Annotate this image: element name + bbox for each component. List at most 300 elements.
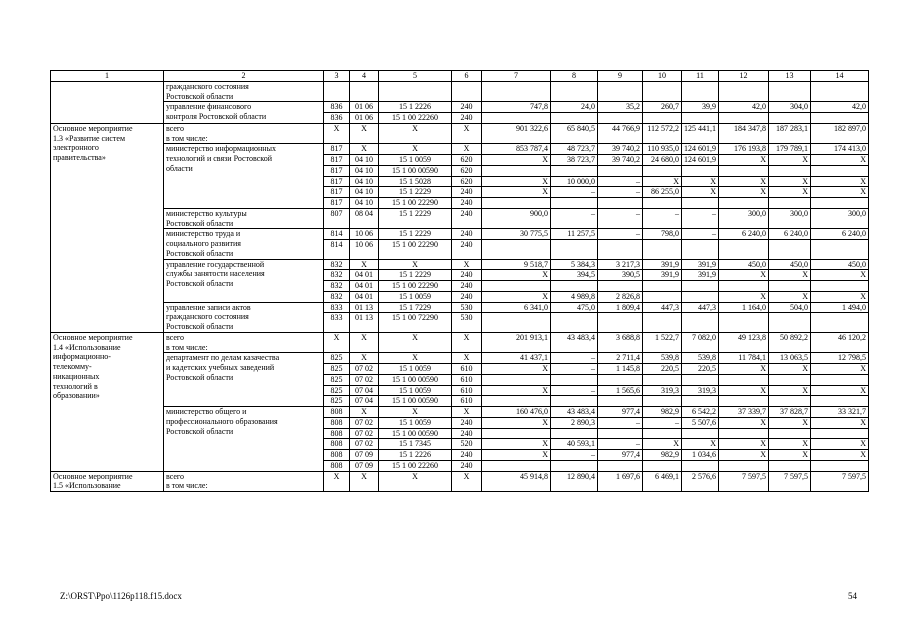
value-cell: 37 828,7 xyxy=(769,407,811,418)
value-cell xyxy=(719,165,769,176)
value-cell: 15 1 0059 xyxy=(379,364,452,375)
value-cell: 10 000,0 xyxy=(551,176,598,187)
value-cell: 15 1 2229 xyxy=(379,208,452,229)
value-cell: X xyxy=(769,364,811,375)
cell-text-line: образовании» xyxy=(53,391,100,401)
value-cell xyxy=(682,396,719,407)
value-cell: – xyxy=(598,229,643,240)
value-cell xyxy=(682,374,719,385)
value-cell: X xyxy=(350,144,379,155)
cell-text-line: службы занятости населения xyxy=(166,269,265,279)
value-cell: – xyxy=(682,208,719,229)
cell-text-line: в том числе: xyxy=(166,133,208,143)
footer-file-path: Z:\ORST\Ppo\1126p118.f15.docx xyxy=(60,591,182,601)
value-cell: X xyxy=(811,417,869,428)
value-cell xyxy=(551,428,598,439)
value-cell: 300,0 xyxy=(719,208,769,229)
value-cell xyxy=(379,81,452,102)
value-cell: 1 034,6 xyxy=(682,450,719,461)
value-cell xyxy=(769,165,811,176)
value-cell: X xyxy=(324,332,350,353)
value-cell: 15 1 2226 xyxy=(379,102,452,113)
column-number: 10 xyxy=(643,71,682,82)
cell-text-line: Ростовской области xyxy=(166,279,234,288)
value-cell xyxy=(769,374,811,385)
value-cell: 01 13 xyxy=(350,302,379,313)
value-cell xyxy=(682,113,719,124)
cell-text-line: Ростовской области xyxy=(166,426,234,436)
value-cell: 5 384,3 xyxy=(551,259,598,270)
value-cell xyxy=(551,240,598,260)
value-cell: X xyxy=(482,176,551,187)
value-cell xyxy=(551,81,598,102)
value-cell: X xyxy=(482,270,551,281)
cell-text-line: министерство информационных xyxy=(166,144,276,154)
value-cell: 832 xyxy=(324,270,350,281)
value-cell xyxy=(482,396,551,407)
value-cell: 240 xyxy=(452,281,482,292)
value-cell: X xyxy=(811,291,869,302)
header-row xyxy=(51,71,869,82)
value-cell: 1 145,8 xyxy=(598,364,643,375)
page-number: 54 xyxy=(848,591,857,601)
value-cell: X xyxy=(482,417,551,428)
value-cell: – xyxy=(598,187,643,198)
value-cell: X xyxy=(452,259,482,270)
value-cell: 38 723,7 xyxy=(551,155,598,166)
column-number: 12 xyxy=(719,71,769,82)
value-cell: 42,0 xyxy=(811,102,869,113)
value-cell xyxy=(598,396,643,407)
value-cell: 817 xyxy=(324,176,350,187)
value-cell: 808 xyxy=(324,428,350,439)
value-cell: 6 240,0 xyxy=(769,229,811,240)
value-cell: 11 784,1 xyxy=(719,353,769,364)
table-row xyxy=(51,407,869,418)
cell-text-line: всего xyxy=(166,123,185,133)
value-cell: 6 341,0 xyxy=(482,302,551,313)
value-cell: X xyxy=(719,291,769,302)
event-name-cell xyxy=(51,123,164,332)
value-cell: 814 xyxy=(324,229,350,240)
value-cell: 15 1 5028 xyxy=(379,176,452,187)
value-cell: 1 164,0 xyxy=(719,302,769,313)
value-cell: 15 1 0059 xyxy=(379,291,452,302)
value-cell xyxy=(643,198,682,209)
value-cell xyxy=(769,113,811,124)
cell-text-line: технологий и связи Ростовской xyxy=(166,154,273,163)
value-cell: 450,0 xyxy=(811,259,869,270)
value-cell: X xyxy=(682,187,719,198)
value-cell: 01 06 xyxy=(350,102,379,113)
value-cell xyxy=(769,313,811,333)
column-number: 4 xyxy=(350,71,379,82)
cell-text-line: в том числе: xyxy=(166,481,208,491)
value-cell xyxy=(643,240,682,260)
value-cell: 42,0 xyxy=(719,102,769,113)
value-cell: X xyxy=(719,385,769,396)
value-cell: X xyxy=(719,439,769,450)
value-cell: 30 775,5 xyxy=(482,229,551,240)
value-cell: 50 892,2 xyxy=(769,332,811,353)
table-row xyxy=(51,302,869,313)
value-cell: 7 597,5 xyxy=(811,471,869,492)
value-cell xyxy=(643,281,682,292)
value-cell xyxy=(598,313,643,333)
value-cell: 1 697,6 xyxy=(598,471,643,492)
value-cell: X xyxy=(769,385,811,396)
value-cell: 04 10 xyxy=(350,165,379,176)
value-cell: X xyxy=(350,123,379,144)
value-cell xyxy=(811,460,869,471)
value-cell xyxy=(811,396,869,407)
value-cell: 6 240,0 xyxy=(811,229,869,240)
value-cell: 2 826,8 xyxy=(598,291,643,302)
value-cell: 7 082,0 xyxy=(682,332,719,353)
value-cell: 982,9 xyxy=(643,407,682,418)
value-cell: 7 597,5 xyxy=(719,471,769,492)
cell-text-line: 1.4 «Использование xyxy=(53,342,121,352)
value-cell xyxy=(482,313,551,333)
executor-cell xyxy=(164,332,324,353)
value-cell xyxy=(551,396,598,407)
value-cell: 07 09 xyxy=(350,450,379,461)
value-cell: – xyxy=(598,208,643,229)
value-cell: X xyxy=(324,123,350,144)
value-cell: 2 576,6 xyxy=(682,471,719,492)
value-cell: – xyxy=(598,417,643,428)
value-cell: X xyxy=(350,471,379,492)
value-cell xyxy=(719,460,769,471)
value-cell: – xyxy=(682,229,719,240)
column-number: 14 xyxy=(811,71,869,82)
value-cell: X xyxy=(482,450,551,461)
column-number: 6 xyxy=(452,71,482,82)
value-cell: X xyxy=(452,332,482,353)
budget-table xyxy=(50,70,869,492)
value-cell: 39 740,2 xyxy=(598,155,643,166)
value-cell xyxy=(682,428,719,439)
value-cell: 86 255,0 xyxy=(643,187,682,198)
value-cell: 808 xyxy=(324,450,350,461)
value-cell: X xyxy=(350,259,379,270)
table-row xyxy=(51,144,869,155)
value-cell xyxy=(643,81,682,102)
value-cell xyxy=(719,198,769,209)
value-cell: 319,3 xyxy=(682,385,719,396)
value-cell: X xyxy=(379,332,452,353)
value-cell: 319,3 xyxy=(643,385,682,396)
value-cell xyxy=(482,240,551,260)
value-cell: 240 xyxy=(452,113,482,124)
value-cell: 13 063,5 xyxy=(769,353,811,364)
value-cell: 450,0 xyxy=(769,259,811,270)
value-cell xyxy=(719,113,769,124)
value-cell xyxy=(598,460,643,471)
value-cell xyxy=(682,460,719,471)
value-cell: 825 xyxy=(324,396,350,407)
value-cell: 04 10 xyxy=(350,176,379,187)
value-cell: 520 xyxy=(452,439,482,450)
value-cell: 15 1 00 22290 xyxy=(379,198,452,209)
value-cell: – xyxy=(551,385,598,396)
value-cell: 240 xyxy=(452,187,482,198)
value-cell: 836 xyxy=(324,113,350,124)
cell-text-line: 1.3 «Развитие систем xyxy=(53,133,126,143)
value-cell: 37 339,7 xyxy=(719,407,769,418)
cell-text-line: электронного xyxy=(53,143,99,153)
executor-cell xyxy=(164,229,324,259)
value-cell: – xyxy=(551,187,598,198)
value-cell: 15 1 7345 xyxy=(379,439,452,450)
cell-text-line: телекомму- xyxy=(53,362,92,371)
value-cell: X xyxy=(452,144,482,155)
cell-text-line: управление финансового xyxy=(166,102,252,112)
value-cell: 15 1 00 22260 xyxy=(379,460,452,471)
table-row xyxy=(51,102,869,113)
value-cell: 174 413,0 xyxy=(811,144,869,155)
value-cell: 240 xyxy=(452,229,482,240)
value-cell xyxy=(643,165,682,176)
value-cell: X xyxy=(719,187,769,198)
value-cell: 240 xyxy=(452,428,482,439)
value-cell: 15 1 0059 xyxy=(379,417,452,428)
column-number: 11 xyxy=(682,71,719,82)
value-cell: – xyxy=(598,439,643,450)
value-cell: X xyxy=(719,270,769,281)
value-cell: 977,4 xyxy=(598,450,643,461)
value-cell: 3 688,8 xyxy=(598,332,643,353)
value-cell xyxy=(598,428,643,439)
value-cell: 12 890,4 xyxy=(551,471,598,492)
value-cell: X xyxy=(379,259,452,270)
value-cell xyxy=(482,460,551,471)
value-cell: 539,8 xyxy=(643,353,682,364)
table-row xyxy=(51,332,869,353)
executor-cell xyxy=(164,407,324,472)
event-name-cell xyxy=(51,471,164,492)
value-cell: – xyxy=(551,353,598,364)
value-cell: 15 1 00 22290 xyxy=(379,240,452,260)
executor-cell xyxy=(164,144,324,209)
value-cell: 39,9 xyxy=(682,102,719,113)
value-cell: 182 897,0 xyxy=(811,123,869,144)
value-cell: 15 1 00 00590 xyxy=(379,165,452,176)
value-cell xyxy=(482,113,551,124)
value-cell: 240 xyxy=(452,208,482,229)
value-cell xyxy=(482,198,551,209)
value-cell: 260,7 xyxy=(643,102,682,113)
value-cell: 447,3 xyxy=(643,302,682,313)
value-cell: 240 xyxy=(452,102,482,113)
value-cell: X xyxy=(811,176,869,187)
value-cell xyxy=(551,198,598,209)
event-cell-empty xyxy=(51,81,164,123)
value-cell xyxy=(643,428,682,439)
value-cell: 7 597,5 xyxy=(769,471,811,492)
value-cell xyxy=(643,396,682,407)
value-cell: 124 601,9 xyxy=(682,144,719,155)
value-cell: 300,0 xyxy=(811,208,869,229)
value-cell: 9 518,7 xyxy=(482,259,551,270)
value-cell: 11 257,5 xyxy=(551,229,598,240)
value-cell xyxy=(719,396,769,407)
value-cell: 240 xyxy=(452,270,482,281)
value-cell: X xyxy=(350,332,379,353)
value-cell: X xyxy=(811,270,869,281)
executor-cell xyxy=(164,81,324,102)
value-cell: 817 xyxy=(324,144,350,155)
value-cell: 825 xyxy=(324,385,350,396)
value-cell: 391,9 xyxy=(682,259,719,270)
value-cell: X xyxy=(682,439,719,450)
value-cell: 833 xyxy=(324,302,350,313)
value-cell: 901 322,6 xyxy=(482,123,551,144)
value-cell: 504,0 xyxy=(769,302,811,313)
value-cell xyxy=(643,291,682,302)
value-cell: X xyxy=(769,187,811,198)
cell-text-line: министерство культуры xyxy=(166,208,247,218)
value-cell: X xyxy=(769,270,811,281)
value-cell xyxy=(482,165,551,176)
value-cell: 832 xyxy=(324,259,350,270)
value-cell xyxy=(769,198,811,209)
value-cell: 15 1 00 00590 xyxy=(379,428,452,439)
value-cell xyxy=(769,281,811,292)
value-cell: 15 1 00 22290 xyxy=(379,281,452,292)
value-cell: 160 476,0 xyxy=(482,407,551,418)
value-cell xyxy=(551,374,598,385)
value-cell: 220,5 xyxy=(643,364,682,375)
value-cell xyxy=(551,460,598,471)
value-cell: – xyxy=(551,364,598,375)
value-cell: 825 xyxy=(324,374,350,385)
cell-text-line: никационных xyxy=(53,371,100,381)
value-cell: 836 xyxy=(324,102,350,113)
cell-text-line: департамент по делам казачества xyxy=(166,353,280,363)
cell-text-line: гражданского состояния xyxy=(166,81,249,91)
value-cell: X xyxy=(769,439,811,450)
value-cell: 15 1 00 00590 xyxy=(379,396,452,407)
event-name-cell xyxy=(51,332,164,471)
column-number: 1 xyxy=(51,71,164,82)
value-cell: 1 809,4 xyxy=(598,302,643,313)
value-cell: 187 283,1 xyxy=(769,123,811,144)
executor-cell xyxy=(164,471,324,492)
value-cell xyxy=(682,281,719,292)
value-cell: 620 xyxy=(452,176,482,187)
value-cell xyxy=(598,165,643,176)
cell-text-line: профессионального образования xyxy=(166,416,278,426)
column-number: 3 xyxy=(324,71,350,82)
value-cell xyxy=(769,81,811,102)
value-cell: X xyxy=(682,176,719,187)
value-cell: 240 xyxy=(452,291,482,302)
cell-text-line: управление записи актов xyxy=(166,302,251,312)
value-cell: 07 04 xyxy=(350,396,379,407)
value-cell: 04 10 xyxy=(350,198,379,209)
value-cell: X xyxy=(379,407,452,418)
value-cell: X xyxy=(350,407,379,418)
value-cell xyxy=(811,313,869,333)
value-cell: 817 xyxy=(324,165,350,176)
value-cell: 832 xyxy=(324,291,350,302)
value-cell: 49 123,8 xyxy=(719,332,769,353)
value-cell: 07 02 xyxy=(350,374,379,385)
value-cell: 12 798,5 xyxy=(811,353,869,364)
value-cell: 610 xyxy=(452,385,482,396)
value-cell: 798,0 xyxy=(643,229,682,240)
column-number: 8 xyxy=(551,71,598,82)
value-cell: 24 680,0 xyxy=(643,155,682,166)
cell-text-line: Основное мероприятие xyxy=(53,471,133,481)
value-cell: 447,3 xyxy=(682,302,719,313)
value-cell xyxy=(598,113,643,124)
executor-cell xyxy=(164,353,324,407)
executor-cell xyxy=(164,123,324,144)
value-cell: X xyxy=(379,471,452,492)
executor-cell xyxy=(164,259,324,302)
value-cell xyxy=(719,281,769,292)
value-cell xyxy=(769,396,811,407)
value-cell: X xyxy=(379,144,452,155)
value-cell: 48 723,7 xyxy=(551,144,598,155)
value-cell xyxy=(598,81,643,102)
value-cell: 04 01 xyxy=(350,291,379,302)
value-cell xyxy=(643,113,682,124)
value-cell: 176 193,8 xyxy=(719,144,769,155)
value-cell: 125 441,1 xyxy=(682,123,719,144)
value-cell: X xyxy=(452,123,482,144)
executor-cell xyxy=(164,102,324,124)
value-cell: 620 xyxy=(452,165,482,176)
value-cell: X xyxy=(719,417,769,428)
value-cell: 39 740,2 xyxy=(598,144,643,155)
value-cell xyxy=(682,81,719,102)
value-cell: 15 1 00 00590 xyxy=(379,374,452,385)
executor-cell xyxy=(164,208,324,229)
value-cell: 45 914,8 xyxy=(482,471,551,492)
value-cell: 610 xyxy=(452,364,482,375)
value-cell: 620 xyxy=(452,155,482,166)
value-cell: X xyxy=(482,187,551,198)
value-cell xyxy=(598,374,643,385)
cell-text-line: Ростовской области xyxy=(166,248,234,258)
value-cell: 43 483,4 xyxy=(551,332,598,353)
value-cell: 5 507,6 xyxy=(682,417,719,428)
value-cell xyxy=(643,460,682,471)
value-cell: 04 01 xyxy=(350,270,379,281)
value-cell: 982,9 xyxy=(643,450,682,461)
value-cell: 44 766,9 xyxy=(598,123,643,144)
value-cell xyxy=(551,165,598,176)
value-cell xyxy=(682,240,719,260)
value-cell: 390,5 xyxy=(598,270,643,281)
value-cell: X xyxy=(719,155,769,166)
table-row xyxy=(51,259,869,270)
value-cell: 15 1 7229 xyxy=(379,302,452,313)
value-cell: X xyxy=(769,155,811,166)
value-cell: 530 xyxy=(452,313,482,333)
value-cell: X xyxy=(811,439,869,450)
value-cell: 747,8 xyxy=(482,102,551,113)
value-cell: 300,0 xyxy=(769,208,811,229)
cell-text-line: контроля Ростовской области xyxy=(166,112,267,121)
value-cell: 853 787,4 xyxy=(482,144,551,155)
cell-text-line: Ростовской области xyxy=(166,91,234,101)
value-cell: 450,0 xyxy=(719,259,769,270)
value-cell xyxy=(482,374,551,385)
